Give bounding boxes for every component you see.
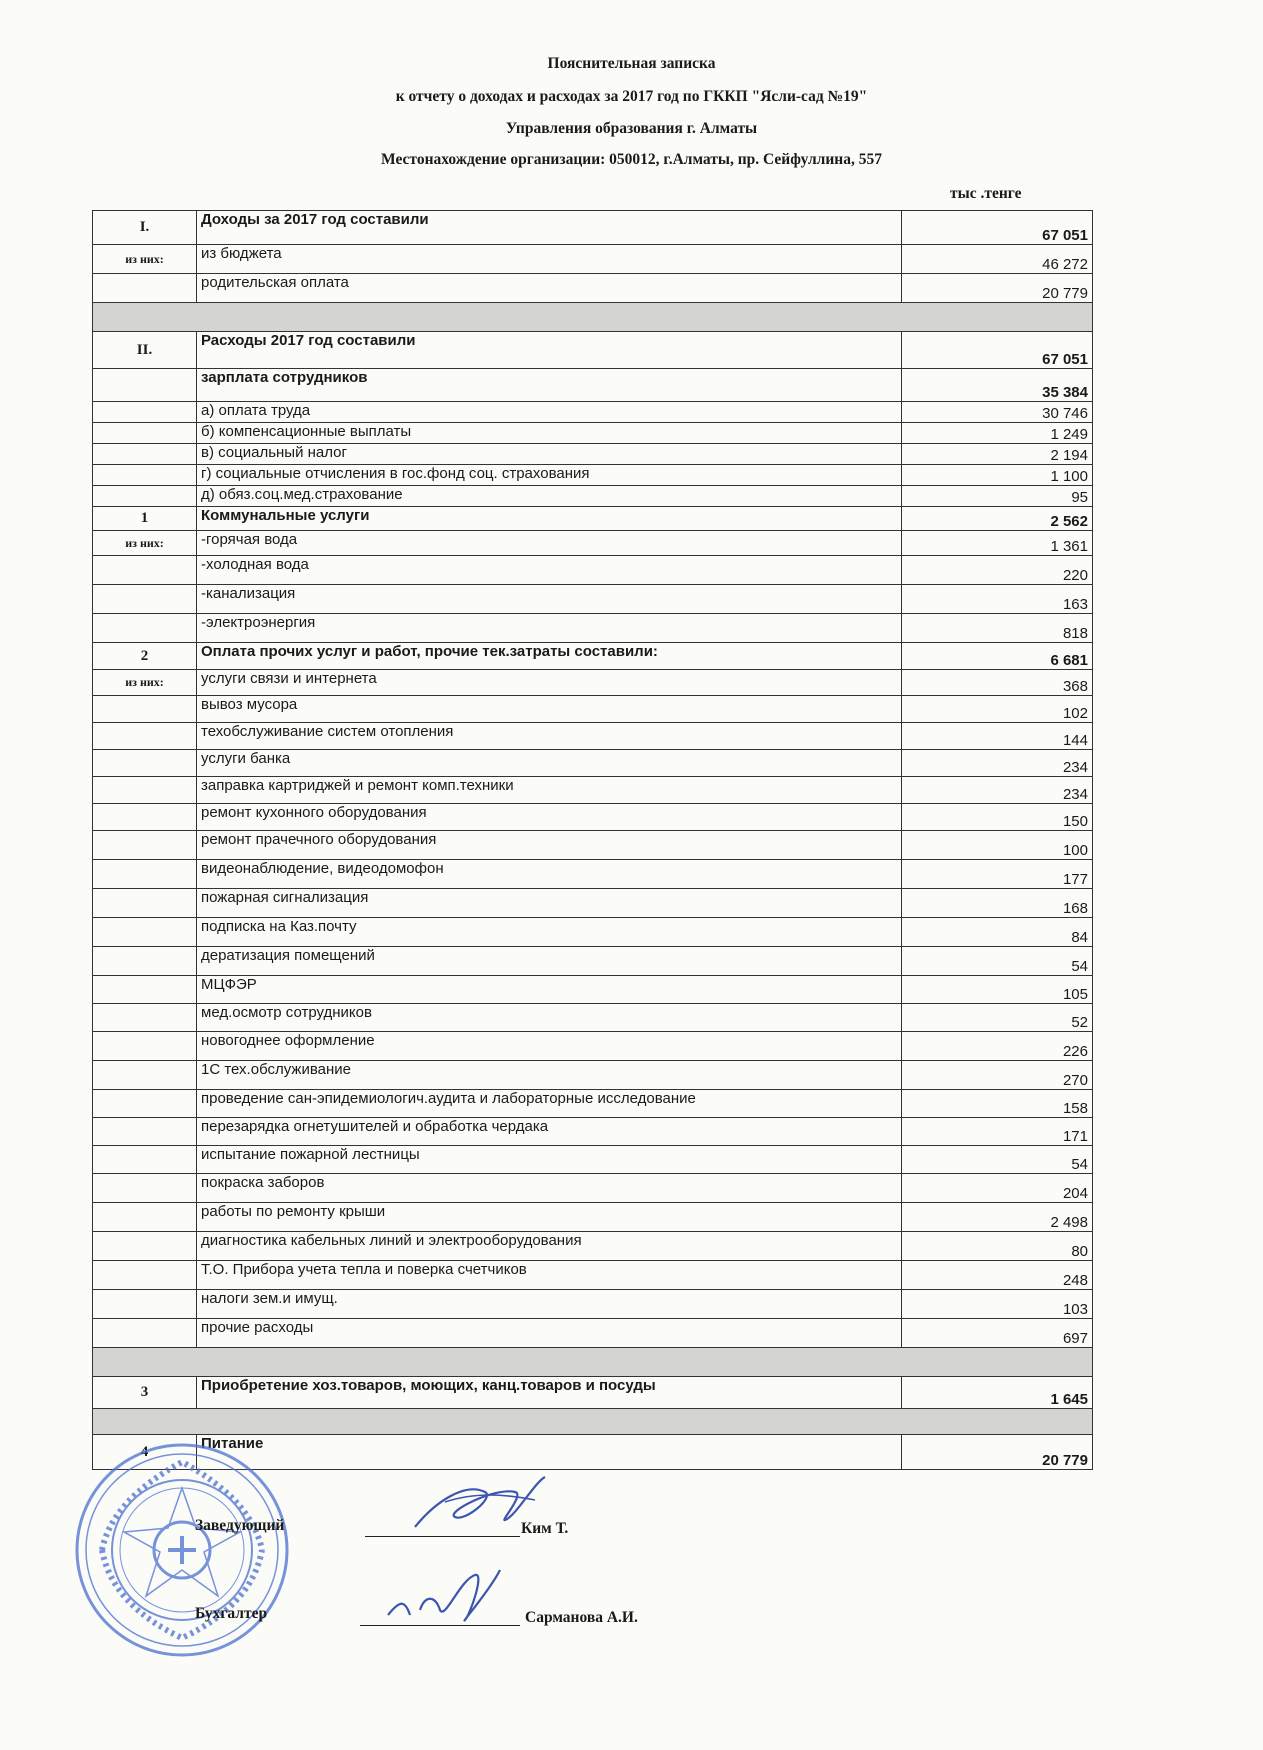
row-amount: 234 — [902, 750, 1093, 777]
organization-stamp — [72, 1440, 292, 1660]
row-number — [93, 750, 197, 777]
row-number — [93, 614, 197, 643]
table-row — [93, 1377, 1093, 1409]
organization-department: Управления образования г. Алматы — [505, 120, 758, 137]
table-row — [93, 1232, 1093, 1261]
row-amount: 168 — [902, 889, 1093, 918]
row-amount: 52 — [902, 1004, 1093, 1032]
table-row — [93, 643, 1093, 670]
row-amount: 270 — [902, 1061, 1093, 1090]
row-number — [93, 1174, 197, 1203]
row-number — [93, 402, 197, 423]
row-amount: 6 681 — [902, 643, 1093, 670]
row-description: заправка картриджей и ремонт комп.техники — [197, 777, 902, 804]
table-row — [93, 1319, 1093, 1348]
row-number — [93, 465, 197, 486]
row-amount: 2 562 — [902, 507, 1093, 531]
table-row — [93, 402, 1093, 423]
table-row — [93, 723, 1093, 750]
table-row — [93, 976, 1093, 1004]
row-description: -холодная вода — [197, 556, 902, 585]
table-row — [93, 804, 1093, 831]
table-row — [93, 444, 1093, 465]
row-number — [93, 723, 197, 750]
row-amount: 158 — [902, 1090, 1093, 1118]
row-description: пожарная сигнализация — [197, 889, 902, 918]
row-description: перезарядка огнетушителей и обработка чердака — [197, 1118, 902, 1146]
row-number — [93, 423, 197, 444]
row-amount: 54 — [902, 1146, 1093, 1174]
row-description: из бюджета — [197, 245, 902, 274]
row-description: -электроэнергия — [197, 614, 902, 643]
row-amount: 95 — [902, 486, 1093, 507]
row-amount: 35 384 — [902, 369, 1093, 402]
row-number — [93, 1290, 197, 1319]
table-row — [93, 1090, 1093, 1118]
spacer-cell — [93, 303, 1093, 332]
row-amount: 177 — [902, 860, 1093, 889]
row-number — [93, 696, 197, 723]
row-description: испытание пожарной лестницы — [197, 1146, 902, 1174]
row-amount: 46 272 — [902, 245, 1093, 274]
row-number — [93, 889, 197, 918]
document-subtitle: к отчету о доходах и расходах за 2017 год по ГККП "Ясли-сад №19" — [395, 88, 868, 105]
table-row — [93, 889, 1093, 918]
row-amount: 30 746 — [902, 402, 1093, 423]
row-amount: 226 — [902, 1032, 1093, 1061]
row-description: дератизация помещений — [197, 947, 902, 976]
table-spacer-row — [93, 1348, 1093, 1377]
row-number — [93, 444, 197, 465]
row-description: вывоз мусора — [197, 696, 902, 723]
table-row — [93, 947, 1093, 976]
table-spacer-row — [93, 1409, 1093, 1435]
head-name: Ким Т. — [521, 1520, 569, 1537]
row-description: в) социальный налог — [197, 444, 902, 465]
row-amount: 2 498 — [902, 1203, 1093, 1232]
currency-unit-label: тыс .тенге — [950, 185, 1022, 202]
table-row — [93, 369, 1093, 402]
row-amount: 234 — [902, 777, 1093, 804]
row-number — [93, 1032, 197, 1061]
row-description: покраска заборов — [197, 1174, 902, 1203]
row-description: д) обяз.соц.мед.страхование — [197, 486, 902, 507]
row-description: -канализация — [197, 585, 902, 614]
row-number: из них: — [93, 670, 197, 696]
row-description: б) компенсационные выплаты — [197, 423, 902, 444]
row-description: услуги банка — [197, 750, 902, 777]
row-number: из них: — [93, 245, 197, 274]
row-number — [93, 1004, 197, 1032]
row-description: МЦФЭР — [197, 976, 902, 1004]
row-number — [93, 1146, 197, 1174]
row-amount: 1 361 — [902, 531, 1093, 556]
spacer-cell — [93, 1348, 1093, 1377]
row-description: видеонаблюдение, видеодомофон — [197, 860, 902, 889]
row-description: Т.О. Прибора учета тепла и поверка счетчиков — [197, 1261, 902, 1290]
row-amount: 103 — [902, 1290, 1093, 1319]
table-row — [93, 507, 1093, 531]
table-row — [93, 1174, 1093, 1203]
row-number — [93, 1319, 197, 1348]
row-number — [93, 369, 197, 402]
row-number: 2 — [93, 643, 197, 670]
row-number: 3 — [93, 1377, 197, 1409]
table-row — [93, 1004, 1093, 1032]
row-description: Питание — [197, 1435, 902, 1470]
row-description: 1С тех.обслуживание — [197, 1061, 902, 1090]
row-number — [93, 1118, 197, 1146]
row-number — [93, 1203, 197, 1232]
row-amount: 54 — [902, 947, 1093, 976]
table-row — [93, 465, 1093, 486]
table-row — [93, 777, 1093, 804]
row-number — [93, 860, 197, 889]
row-number — [93, 1061, 197, 1090]
row-number — [93, 976, 197, 1004]
organization-address: Местонахождение организации: 050012, г.Алматы, пр. Сейфуллина, 557 — [381, 151, 882, 168]
row-amount: 1 645 — [902, 1377, 1093, 1409]
row-description: работы по ремонту крыши — [197, 1203, 902, 1232]
row-description: прочие расходы — [197, 1319, 902, 1348]
table-row — [93, 245, 1093, 274]
row-amount: 105 — [902, 976, 1093, 1004]
row-description: налоги зем.и имущ. — [197, 1290, 902, 1319]
table-row — [93, 556, 1093, 585]
row-number: 1 — [93, 507, 197, 531]
row-amount: 818 — [902, 614, 1093, 643]
row-number: I. — [93, 211, 197, 245]
table-row — [93, 1261, 1093, 1290]
row-number — [93, 1261, 197, 1290]
row-description: г) социальные отчисления в гос.фонд соц. страхования — [197, 465, 902, 486]
row-amount: 248 — [902, 1261, 1093, 1290]
row-description: -горячая вода — [197, 531, 902, 556]
table-row — [93, 423, 1093, 444]
table-row — [93, 1032, 1093, 1061]
row-description: проведение сан-эпидемиологич.аудита и лабораторные исследование — [197, 1090, 902, 1118]
table-row — [93, 332, 1093, 369]
row-description: Оплата прочих услуг и работ, прочие тек.затраты составили: — [197, 643, 902, 670]
row-amount: 67 051 — [902, 211, 1093, 245]
table-row — [93, 614, 1093, 643]
row-number: II. — [93, 332, 197, 369]
table-row — [93, 696, 1093, 723]
table-spacer-row — [93, 303, 1093, 332]
row-amount: 100 — [902, 831, 1093, 860]
row-description: зарплата сотрудников — [197, 369, 902, 402]
row-amount: 144 — [902, 723, 1093, 750]
income-expense-table — [92, 210, 1093, 1470]
row-amount: 368 — [902, 670, 1093, 696]
row-amount: 204 — [902, 1174, 1093, 1203]
accountant-signature-label: Бухгалтер — [195, 1605, 268, 1622]
accountant-name: Сарманова А.И. — [525, 1609, 638, 1626]
table-row — [93, 831, 1093, 860]
table-row — [93, 211, 1093, 245]
table-row — [93, 670, 1093, 696]
spacer-cell — [93, 1409, 1093, 1435]
row-description: мед.осмотр сотрудников — [197, 1004, 902, 1032]
row-number — [93, 585, 197, 614]
table-row — [93, 1203, 1093, 1232]
row-description: ремонт кухонного оборудования — [197, 804, 902, 831]
document-title: Пояснительная записка — [547, 55, 716, 72]
row-number — [93, 947, 197, 976]
row-number — [93, 274, 197, 303]
row-amount: 163 — [902, 585, 1093, 614]
row-amount: 1 100 — [902, 465, 1093, 486]
row-amount: 102 — [902, 696, 1093, 723]
row-number — [93, 831, 197, 860]
row-amount: 20 779 — [902, 1435, 1093, 1470]
table-row — [93, 1118, 1093, 1146]
row-description: а) оплата труда — [197, 402, 902, 423]
row-description: Приобретение хоз.товаров, моющих, канц.товаров и посуды — [197, 1377, 902, 1409]
row-description: Коммунальные услуги — [197, 507, 902, 531]
row-amount: 171 — [902, 1118, 1093, 1146]
table-row — [93, 860, 1093, 889]
row-number — [93, 1090, 197, 1118]
table-row — [93, 1290, 1093, 1319]
table-row — [93, 585, 1093, 614]
table-row — [93, 1061, 1093, 1090]
row-amount: 697 — [902, 1319, 1093, 1348]
row-description: новогоднее оформление — [197, 1032, 902, 1061]
head-signature-label: Заведующий — [195, 1517, 285, 1534]
table-row — [93, 1146, 1093, 1174]
row-description: ремонт прачечного оборудования — [197, 831, 902, 860]
row-amount: 84 — [902, 918, 1093, 947]
table-row — [93, 750, 1093, 777]
table-row — [93, 486, 1093, 507]
row-number — [93, 804, 197, 831]
row-amount: 150 — [902, 804, 1093, 831]
row-description: подписка на Каз.почту — [197, 918, 902, 947]
row-number — [93, 486, 197, 507]
row-number — [93, 918, 197, 947]
row-number — [93, 1232, 197, 1261]
row-amount: 80 — [902, 1232, 1093, 1261]
row-amount: 2 194 — [902, 444, 1093, 465]
row-number — [93, 777, 197, 804]
row-amount: 1 249 — [902, 423, 1093, 444]
row-amount: 67 051 — [902, 332, 1093, 369]
row-amount: 220 — [902, 556, 1093, 585]
row-number: 4 — [93, 1435, 197, 1470]
row-description: услуги связи и интернета — [197, 670, 902, 696]
row-number: из них: — [93, 531, 197, 556]
row-amount: 20 779 — [902, 274, 1093, 303]
table-row — [93, 918, 1093, 947]
row-description: диагностика кабельных линий и электрооборудования — [197, 1232, 902, 1261]
row-number — [93, 556, 197, 585]
table-row — [93, 531, 1093, 556]
row-description: Расходы 2017 год составили — [197, 332, 902, 369]
row-description: родительская оплата — [197, 274, 902, 303]
accountant-signature-image — [380, 1560, 530, 1632]
row-description: Доходы за 2017 год составили — [197, 211, 902, 245]
row-description: техобслуживание систем отопления — [197, 723, 902, 750]
table-row — [93, 274, 1093, 303]
